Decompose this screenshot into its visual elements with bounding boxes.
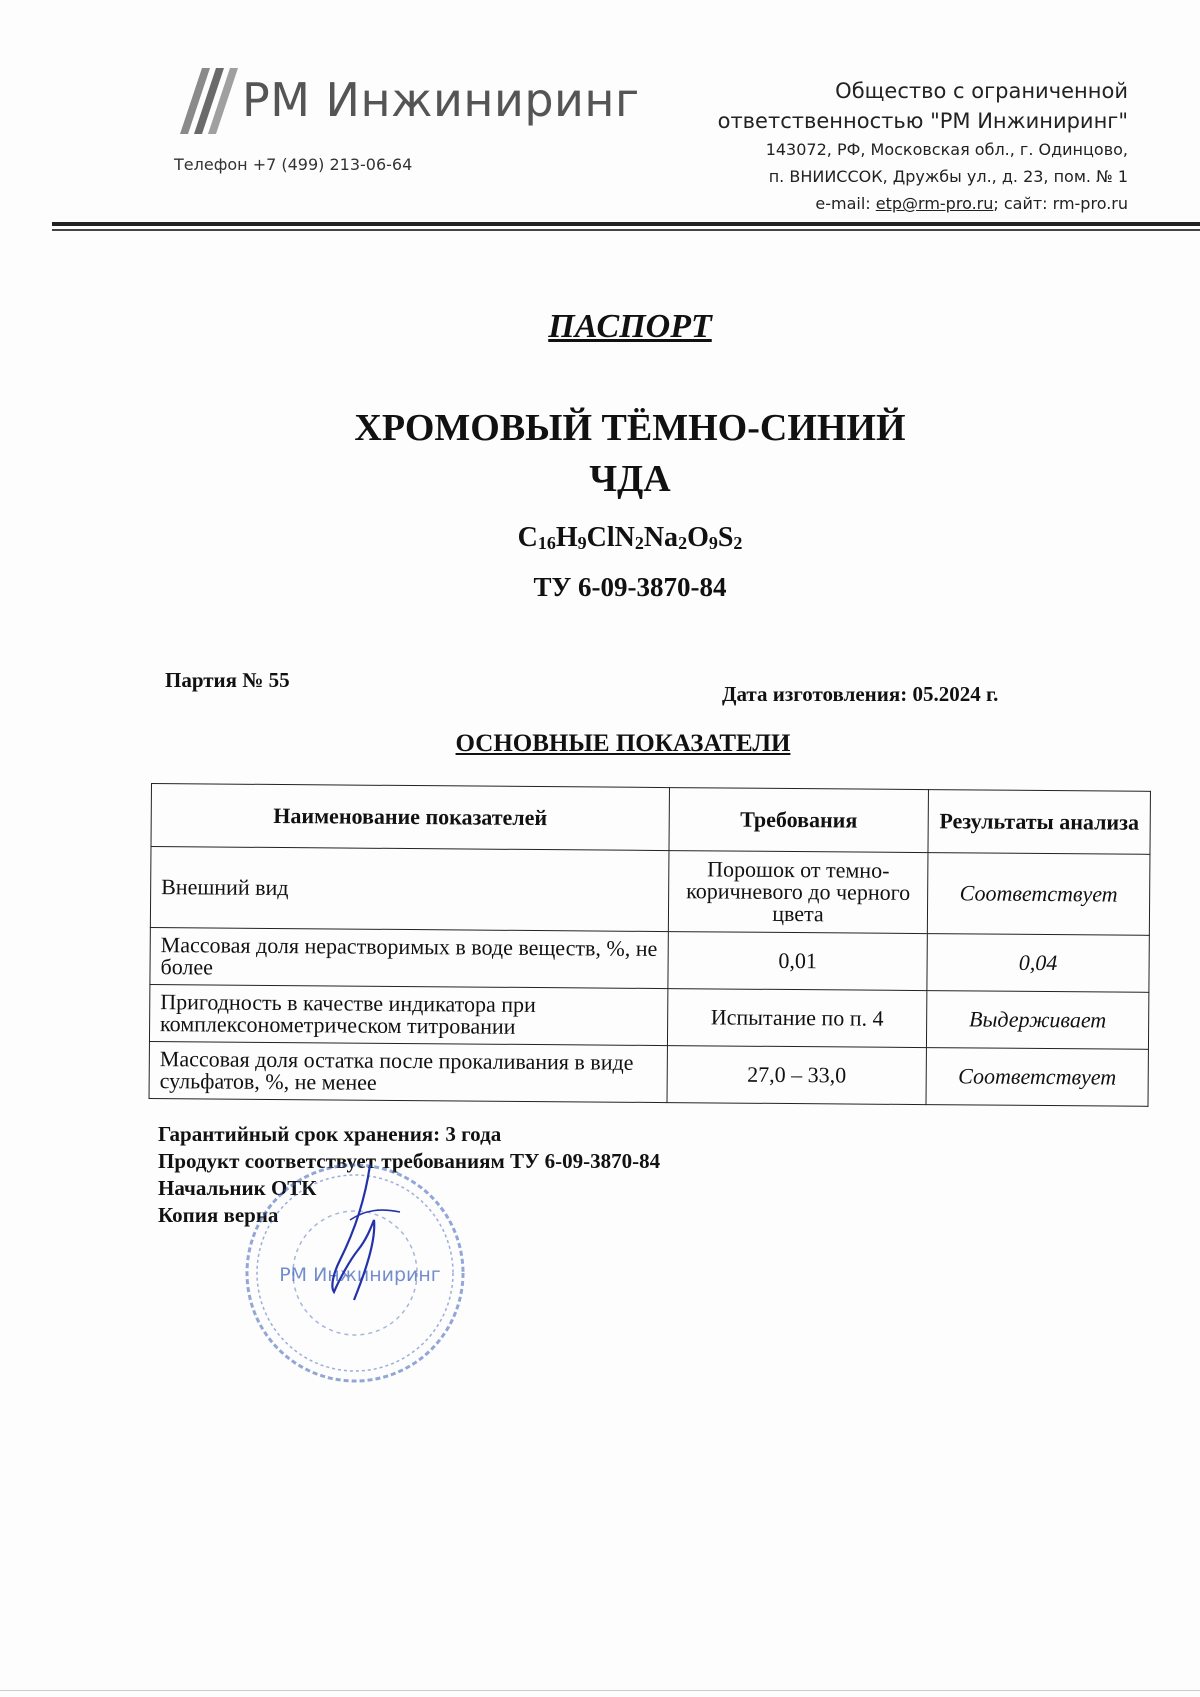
formula-subscript: 2 bbox=[634, 533, 644, 553]
tech-spec-number: ТУ 6-09-3870-84 bbox=[533, 572, 727, 602]
table-row bbox=[150, 927, 1149, 992]
indicator-result: 0,04 bbox=[927, 934, 1149, 993]
indicator-result: Соответствует bbox=[926, 1048, 1148, 1107]
company-phone: Телефон +7 (499) 213-06-64 bbox=[174, 155, 413, 174]
company-contacts bbox=[718, 190, 1128, 217]
qc-head-label: Начальник ОТК bbox=[158, 1176, 317, 1200]
company-details bbox=[718, 76, 1128, 217]
company-logo bbox=[176, 64, 640, 136]
indicator-requirement: 0,01 bbox=[668, 932, 927, 991]
indicator-result: Выдерживает bbox=[926, 991, 1148, 1050]
formula-element: Na bbox=[643, 522, 679, 553]
section-title: ОСНОВНЫЕ ПОКАЗАТЕЛИ bbox=[455, 730, 791, 757]
logo-mark-icon bbox=[176, 64, 238, 136]
table-header-row bbox=[151, 784, 1150, 855]
table-row bbox=[149, 984, 1148, 1049]
formula-element: C bbox=[517, 522, 538, 553]
header-rule-thin bbox=[52, 229, 1200, 231]
indicator-requirement: Испытание по п. 4 bbox=[667, 989, 926, 1048]
company-name-line1: Общество с ограниченной bbox=[835, 79, 1128, 103]
table-row bbox=[150, 847, 1150, 936]
header-rule bbox=[52, 222, 1200, 226]
manufacture-date: Дата изготовления: 05.2024 г. bbox=[722, 682, 999, 706]
chemical-formula bbox=[0, 522, 1200, 554]
indicator-name: Пригодность в качестве индикатора при комплексонометрическом титровании bbox=[149, 984, 667, 1045]
column-header-requirement: Требования bbox=[669, 788, 928, 853]
company-name-line2: ответственностью "РМ Инжиниринг" bbox=[717, 109, 1128, 133]
column-header-indicator: Наименование показателей bbox=[151, 784, 669, 851]
formula-element: H bbox=[555, 522, 578, 553]
indicator-requirement: 27,0 – 33,0 bbox=[667, 1046, 926, 1105]
product-name-line2: ЧДА bbox=[589, 458, 671, 500]
indicator-name: Массовая доля остатка после прокаливания в виде сульфатов, %, не менее bbox=[149, 1041, 667, 1102]
copy-certified-label: Копия верна bbox=[158, 1203, 279, 1227]
formula-subscript: 2 bbox=[733, 533, 743, 553]
compliance-text: Продукт соответствует требованиям ТУ 6-09-3870-84 bbox=[158, 1149, 661, 1173]
page-bottom-edge bbox=[0, 1690, 1200, 1691]
formula-subscript: 2 bbox=[678, 533, 688, 553]
formula-element: S bbox=[717, 522, 734, 553]
company-address-line1: 143072, РФ, Московская обл., г. Одинцово, bbox=[765, 140, 1128, 159]
formula-subscript: 16 bbox=[537, 533, 556, 553]
formula-subscript: 9 bbox=[577, 533, 587, 553]
email-link[interactable]: etp@rm-pro.ru bbox=[875, 194, 994, 213]
formula-element: ClN bbox=[586, 522, 635, 553]
email-prefix: e-mail: bbox=[815, 194, 876, 213]
website-text: ; сайт: rm-pro.ru bbox=[993, 194, 1128, 213]
indicators-table bbox=[149, 783, 1151, 1107]
batch-number: Партия № 55 bbox=[165, 668, 290, 692]
indicator-result: Соответствует bbox=[927, 853, 1150, 936]
logo-text: РМ Инжиниринг bbox=[242, 73, 640, 127]
table-row bbox=[149, 1041, 1148, 1106]
indicator-name: Внешний вид bbox=[150, 847, 669, 932]
signature bbox=[310, 1160, 430, 1310]
formula-element: O bbox=[687, 522, 709, 553]
document-title: ПАСПОРТ bbox=[548, 308, 712, 345]
formula-subscript: 9 bbox=[708, 533, 718, 553]
indicator-name: Массовая доля нерастворимых в воде веществ, %, не более bbox=[150, 927, 668, 988]
warranty-text: Гарантийный срок хранения: 3 года bbox=[158, 1122, 502, 1146]
company-address-line2: п. ВНИИССОК, Дружбы ул., д. 23, пом. № 1 bbox=[768, 167, 1128, 186]
indicator-requirement: Порошок от темно-коричневого до черного цвета bbox=[668, 851, 928, 934]
column-header-result: Результаты анализа bbox=[928, 790, 1150, 855]
stamp-text: РМ Инжиниринг bbox=[279, 1264, 441, 1286]
product-name-line1: ХРОМОВЫЙ ТЁМНО-СИНИЙ bbox=[354, 407, 906, 449]
